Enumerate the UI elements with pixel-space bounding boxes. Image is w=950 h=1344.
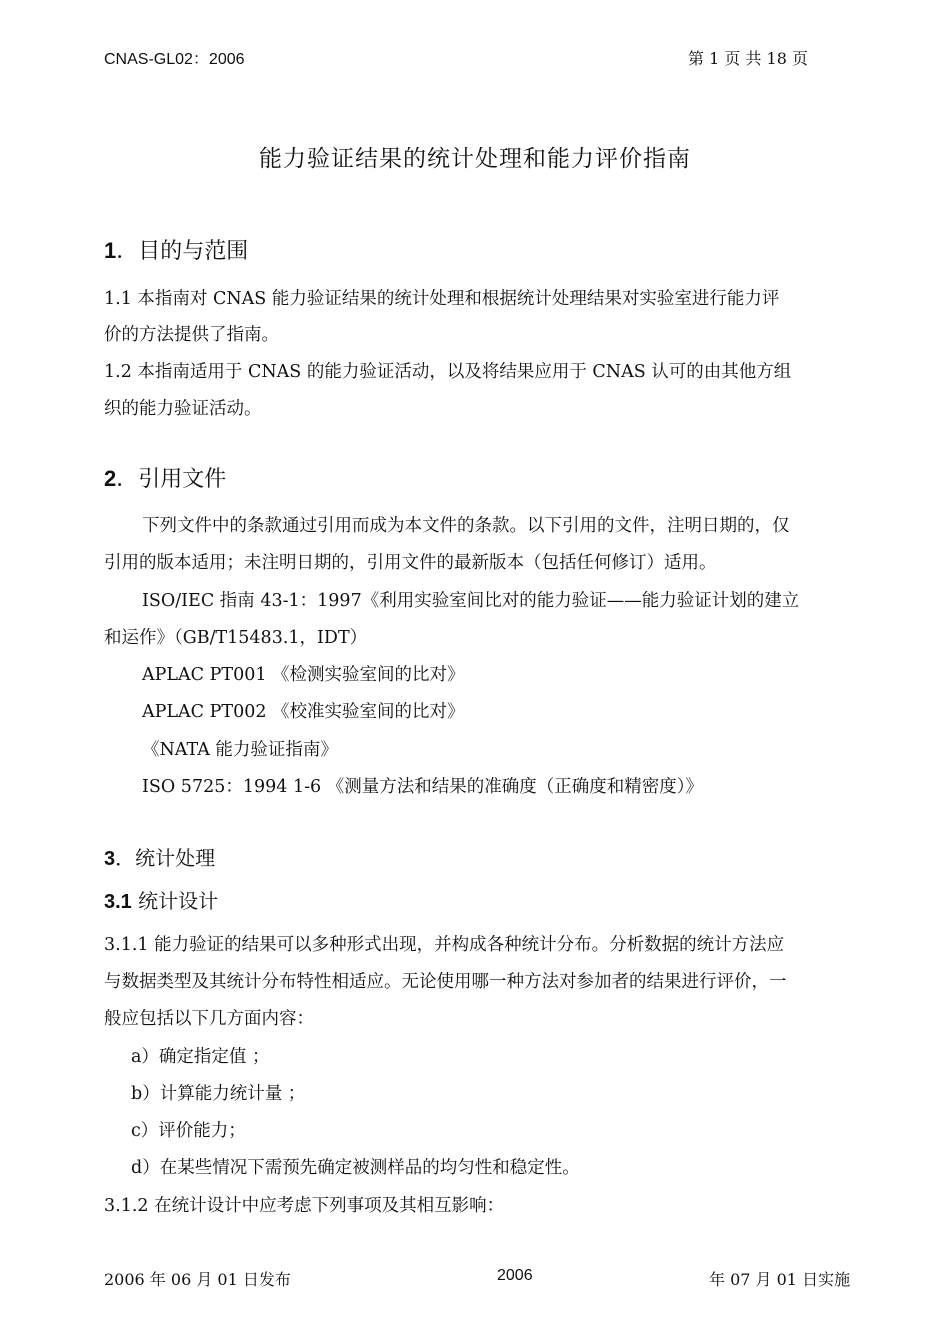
list-item-b: b）计算能力统计量 ； xyxy=(131,1084,306,1104)
paragraph-3-1-1-line-1: 3.1.1 能力验证的结果可以多种形式出现，并构成各种统计分布。分析数据的统计方法应 xyxy=(104,935,785,955)
paragraph-1-2-line-2: 织的能力验证活动。 xyxy=(104,399,262,419)
footer-issue-date: 2006 年 06 月 01 日发布 xyxy=(104,1270,291,1289)
list-item-a: a）确定指定值 ； xyxy=(131,1047,270,1067)
footer-effective-date: 年 07 月 01 日实施 xyxy=(709,1270,851,1289)
paragraph-3-1-1-line-2: 与数据类型及其统计分布特性相适应。无论使用哪一种方法对参加者的结果进行评价，一 xyxy=(104,972,787,992)
page-number: 第 1 页 共 18 页 xyxy=(688,49,808,68)
footer-year: 2006 xyxy=(497,1267,533,1284)
paragraph-3-1-2: 3.1.2 在统计设计中应考虑下列事项及其相互影响： xyxy=(104,1196,505,1216)
paragraph-1-2-line-1: 1.2 本指南适用于 CNAS 的能力验证活动，以及将结果应用于 CNAS 认可的由其他方组 xyxy=(104,362,792,382)
reference-2: APLAC PT001 《检测实验室间的比对》 xyxy=(142,665,465,685)
section-2-number: 2 xyxy=(104,466,117,491)
list-item-c: c）评价能力； xyxy=(131,1121,246,1141)
paragraph-1-1-line-1: 1.1 本指南对 CNAS 能力验证结果的统计处理和根据统计处理结果对实验室进行能力评 xyxy=(104,289,780,309)
section-3-title: ．统计处理 xyxy=(115,846,216,870)
reference-1-line-2: 和运作》（GB/T15483.1，IDT） xyxy=(104,628,368,648)
section-1-number: 1 xyxy=(104,238,117,263)
reference-1-line-1: ISO/IEC 指南 43-1：1997《利用实验室间比对的能力验证——能力验证计划的建立 xyxy=(142,591,800,611)
section-3-number: 3 xyxy=(104,848,116,870)
section-2-intro-line-2: 引用的版本适用；未注明日期的，引用文件的最新版本（包括任何修订）适用。 xyxy=(104,553,717,573)
section-2-heading xyxy=(104,462,226,493)
section-3-1-title: 统计设计 xyxy=(131,889,219,913)
section-2-intro-line-1: 下列文件中的条款通过引用而成为本文件的条款。以下引用的文件，注明日期的，仅 xyxy=(142,516,790,536)
list-item-d: d）在某些情况下需预先确定被测样品的均匀性和稳定性。 xyxy=(131,1158,580,1178)
section-3-heading xyxy=(104,842,215,871)
section-3-1-number: 3.1 xyxy=(104,891,132,913)
document-title: 能力验证结果的统计处理和能力评价指南 xyxy=(259,146,691,172)
section-1-title: ．目的与范围 xyxy=(116,239,249,264)
reference-5: ISO 5725：1994 1-6 《测量方法和结果的准确度（正确度和精密度）》 xyxy=(142,777,703,797)
section-3-1-heading xyxy=(104,885,218,914)
paragraph-1-1-line-2: 价的方法提供了指南。 xyxy=(104,325,279,345)
reference-4: 《NATA 能力验证指南》 xyxy=(142,740,338,760)
section-1-heading xyxy=(104,234,248,265)
document-code: CNAS-GL02：2006 xyxy=(104,51,245,68)
paragraph-3-1-1-line-3: 般应包括以下几方面内容： xyxy=(104,1009,314,1029)
reference-3: APLAC PT002 《校准实验室间的比对》 xyxy=(142,702,465,722)
section-2-title: ．引用文件 xyxy=(116,467,227,492)
